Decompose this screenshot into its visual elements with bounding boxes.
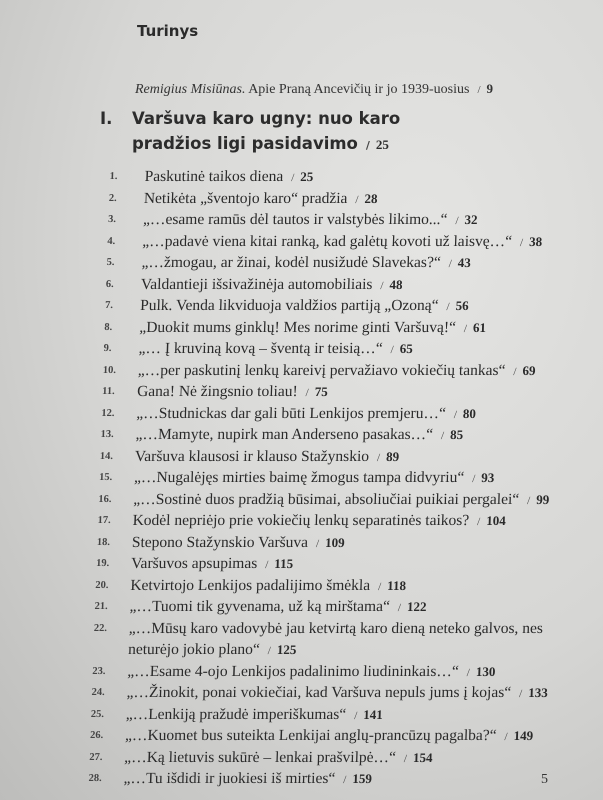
entry-number: 14. xyxy=(99,450,114,462)
entry-page: 122 xyxy=(406,599,427,614)
separator: / xyxy=(455,215,459,227)
separator: / xyxy=(513,365,517,378)
toc-entry[interactable] xyxy=(0,360,596,382)
entry-page: 48 xyxy=(389,276,403,292)
entry-title: „…Studnickas dar gali būti Lenkijos premjeru…“ xyxy=(136,404,447,422)
separator: / xyxy=(380,279,384,292)
entry-page: 99 xyxy=(536,491,550,507)
entry-title: „…Žinokit, ponai vokiečiai, kad Varšuva nepuls jums į kojas“ xyxy=(126,684,512,701)
entry-number: 19. xyxy=(95,558,110,569)
entry-title: Gana! Nė žingsnio toliau! xyxy=(136,383,298,400)
entry-number: 25. xyxy=(90,708,105,720)
separator: / xyxy=(376,451,381,464)
toc-entry[interactable] xyxy=(0,317,598,339)
toc-entry[interactable] xyxy=(0,575,589,597)
separator: / xyxy=(446,301,450,313)
entry-page: 149 xyxy=(513,728,534,743)
entry-title: „… Į kruviną kovą – šventą ir teisią…“ xyxy=(138,340,383,357)
toc-entry[interactable] xyxy=(0,661,586,683)
entry-page: 115 xyxy=(274,556,294,571)
entry-page: 130 xyxy=(475,663,496,679)
entry-number: 3. xyxy=(107,214,117,225)
entry-title: Valdantieji išsivažinėja automobiliais xyxy=(140,275,373,293)
entry-title: „…padavė viena kitai ranką, kad galėtų kovoti už laisvę…“ xyxy=(142,232,513,250)
entry-number: 22. xyxy=(93,622,108,634)
separator: / xyxy=(343,774,347,786)
toc-entry[interactable] xyxy=(0,510,591,532)
entry-page: 89 xyxy=(385,448,400,464)
entry-title: Netikėta „šventojo karo“ pradžia xyxy=(143,189,348,207)
entry-title: „…Tuomi tik gyvenama, už ką mirštama“ xyxy=(129,598,391,615)
entry-title: „…Tu išdidi ir juokiesi iš mirties“ xyxy=(123,770,336,787)
toc-entry[interactable] xyxy=(0,682,585,704)
toc-entry[interactable] xyxy=(0,747,583,769)
entry-title: „…Esame 4-ojo Lenkijos padalinimo liudininkais…“ xyxy=(127,662,460,680)
entry-title: Ketvirtojo Lenkijos padalijimo šmėkla xyxy=(130,576,371,594)
section-number: I. xyxy=(100,109,113,128)
page-number: 5 xyxy=(541,772,548,787)
separator: / xyxy=(476,516,481,528)
entry-title: „…Nugalėjęs mirties baimę žmogus tampa didvyriu“ xyxy=(133,469,465,486)
entry-page: 125 xyxy=(276,642,297,657)
entry-number: 8. xyxy=(104,321,113,333)
intro-entry[interactable] xyxy=(135,81,493,98)
separator: / xyxy=(463,322,468,335)
entry-number: 17. xyxy=(97,515,111,526)
separator: / xyxy=(315,537,320,550)
entry-number: 12. xyxy=(101,407,115,419)
entry-number: 2. xyxy=(108,192,117,204)
entry-title: „…Kuomet bus suteikta Lenkijai anglų-prancūzų pagalba?“ xyxy=(124,727,497,744)
entry-page: 80 xyxy=(462,405,477,421)
entry-number: 9. xyxy=(103,343,112,354)
entry-number: 18. xyxy=(96,536,111,548)
intro-page: 9 xyxy=(486,81,493,96)
toc-entry[interactable] xyxy=(0,489,592,511)
separator: / xyxy=(390,344,394,356)
toc-entry[interactable] xyxy=(0,596,588,618)
entry-page: 104 xyxy=(486,513,507,528)
toc-entry[interactable] xyxy=(0,532,590,554)
entry-page: 38 xyxy=(528,233,543,249)
toc-entry[interactable] xyxy=(0,252,600,274)
entry-page: 93 xyxy=(481,470,495,485)
entry-title: Pulk. Venda likviduoja valdžios partiją „Ozoną“ xyxy=(139,297,439,314)
entry-number: 5. xyxy=(106,257,115,268)
entry-number: 26. xyxy=(89,730,104,741)
toc-entry[interactable] xyxy=(0,166,603,188)
entry-page: 133 xyxy=(527,685,549,700)
entry-title: Kodėl nepriėjo prie vokiečių lenkų separatinės taikos? xyxy=(132,512,470,529)
separator: / xyxy=(504,731,508,743)
entry-title: „…Ką lietuvis sukūrė – lenkai prašvilpė…“ xyxy=(124,748,397,766)
entry-title: „…žmogau, ar žinai, kodėl nusižudė Slavekas?“ xyxy=(141,254,442,271)
entry-title: „…Lenkiją pražudė imperiškumas“ xyxy=(125,705,347,723)
toc-entry[interactable] xyxy=(0,274,599,296)
intro-author: Remigius Misiūnas. xyxy=(135,82,246,97)
section-title: Varšuva karo ugny: nuo karo pradžios ligi pasidavimo xyxy=(132,109,401,153)
separator: / xyxy=(403,752,408,765)
toc-entry[interactable] xyxy=(0,209,601,231)
entry-page: 109 xyxy=(324,534,345,550)
separator: / xyxy=(290,172,295,184)
separator: / xyxy=(477,84,481,96)
entry-page: 141 xyxy=(363,706,384,722)
entry-number: 1. xyxy=(109,171,118,182)
toc-entry[interactable] xyxy=(0,231,601,253)
entry-page: 154 xyxy=(412,749,433,765)
toc-entry[interactable] xyxy=(0,553,589,575)
entry-number: 6. xyxy=(105,278,114,290)
entry-title: „…per paskutinį lenkų kareivį pervažiavo vokiečių tankas“ xyxy=(137,361,506,379)
entry-title: „…Mamyte, nupirk man Anderseno pasakas…“ xyxy=(135,426,434,443)
toc-entry[interactable] xyxy=(0,768,582,790)
separator: / xyxy=(472,473,476,485)
separator: / xyxy=(448,258,452,270)
entry-page: 32 xyxy=(464,212,478,227)
entry-page: 118 xyxy=(386,577,407,593)
entry-title: Varšuvos apsupimas xyxy=(130,555,258,572)
separator: / xyxy=(453,408,458,421)
entry-title: Varšuva klausosi ir klauso Stažynskio xyxy=(134,447,370,465)
entry-number: 20. xyxy=(95,579,109,591)
separator: / xyxy=(519,236,524,249)
intro-text: Apie Praną Ancevičių ir jo 1939-uosius xyxy=(248,82,470,97)
entry-page: 75 xyxy=(314,384,329,399)
toc-entry[interactable] xyxy=(0,704,584,726)
toc-entry[interactable] xyxy=(0,446,593,468)
entry-page: 159 xyxy=(352,771,373,786)
toc-entry[interactable] xyxy=(0,725,583,747)
entry-number: 10. xyxy=(102,364,117,376)
separator: / xyxy=(377,580,382,593)
toc-entry[interactable] xyxy=(0,467,592,489)
entry-title: Stepono Stažynskio Varšuva xyxy=(131,533,309,551)
entry-number: 13. xyxy=(100,429,114,440)
entry-title: „…Mūsų karo vadovybė jau ketvirtą karo dieną neteko galvos, nes neturėjo jokio plano“ xyxy=(127,619,544,658)
entry-number: 7. xyxy=(104,300,114,311)
entry-number: 23. xyxy=(92,665,106,677)
section-page: 25 xyxy=(375,137,389,152)
entry-page: 28 xyxy=(364,190,378,206)
entry-number: 15. xyxy=(98,472,113,483)
entry-page: 43 xyxy=(457,255,472,270)
separator: / xyxy=(355,193,359,206)
toc-entry[interactable] xyxy=(0,381,595,403)
entry-number: 24. xyxy=(91,687,105,698)
toc-entry[interactable] xyxy=(0,424,594,446)
entry-title: „…Sostinė duos pradžią būsimai, absoliučiai puikiai pergalei“ xyxy=(133,490,520,508)
entry-number: 27. xyxy=(89,751,103,763)
toc-entry[interactable] xyxy=(0,403,595,425)
separator: / xyxy=(518,688,523,700)
entry-number: 16. xyxy=(98,493,112,505)
toc-entry[interactable] xyxy=(0,618,587,661)
entry-page: 56 xyxy=(455,298,469,313)
entry-title: „…esame ramūs dėl tautos ir valstybės likimo...“ xyxy=(142,211,448,228)
separator: / xyxy=(353,709,358,722)
separator: / xyxy=(305,387,309,399)
chapter-list xyxy=(0,166,603,790)
separator: / xyxy=(267,645,272,657)
entry-number: 21. xyxy=(94,601,108,612)
entry-page: 61 xyxy=(472,319,487,335)
entry-page: 65 xyxy=(399,341,414,356)
toc-entry[interactable] xyxy=(0,338,597,360)
entry-page: 85 xyxy=(449,427,464,442)
toc-entry[interactable] xyxy=(0,188,602,210)
entry-title: Paskutinė taikos diena xyxy=(144,168,284,185)
entry-number: 4. xyxy=(107,235,116,247)
entry-page: 69 xyxy=(522,362,536,378)
separator: / xyxy=(265,559,269,571)
separator: / xyxy=(365,139,370,152)
entry-page: 25 xyxy=(300,169,314,184)
separator: / xyxy=(440,430,445,442)
entry-number: 11. xyxy=(101,386,115,397)
toc-entry[interactable] xyxy=(0,295,598,317)
separator: / xyxy=(466,666,471,679)
separator: / xyxy=(526,494,531,507)
separator: / xyxy=(397,602,402,614)
contents-title: Turinys xyxy=(137,22,199,40)
entry-title: „Duokit mums ginklų! Mes norime ginti Varšuvą!“ xyxy=(139,318,457,336)
entry-number: 28. xyxy=(88,773,102,784)
